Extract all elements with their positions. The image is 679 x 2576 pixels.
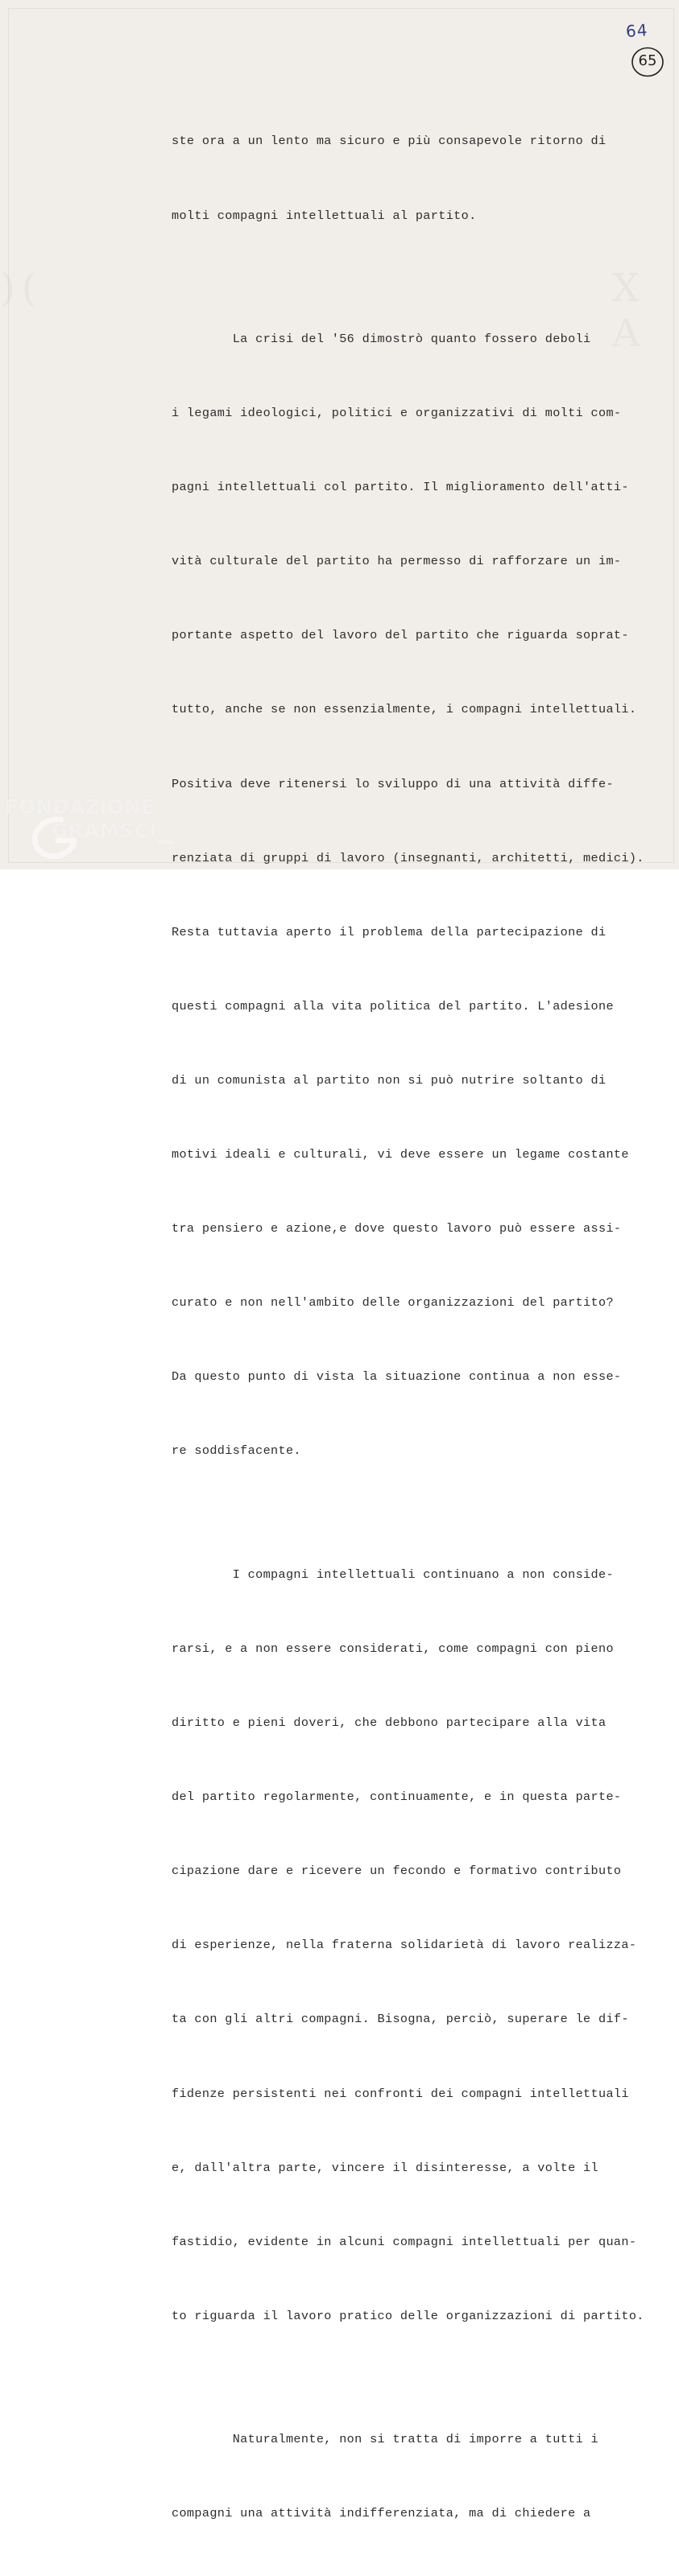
text-line: rarsi, e a non essere considerati, come compagni con pieno: [172, 1641, 614, 1656]
paragraph-1: [172, 80, 675, 278]
text-line: fidenze persistenti nei confronti dei compagni intellettuali: [172, 2086, 629, 2101]
handwritten-page-number: 64: [625, 20, 649, 41]
text-line: cipazione dare e ricevere un fecondo e formativo contributo: [172, 1864, 622, 1879]
text-line: to riguarda il lavoro pratico delle organizzazioni di partito.: [172, 2308, 644, 2323]
watermark-line1: FONDAZIONE: [5, 795, 155, 819]
text-line: I compagni intellettuali continuano a non conside-: [172, 1567, 614, 1582]
text-line: motivi ideali e culturali, vi deve essere un legame costante: [172, 1147, 629, 1162]
text-line: del partito regolarmente, continuamente, e in questa parte-: [172, 1790, 622, 1805]
text-line: pagni intellettuali col partito. Il miglioramento dell'atti-: [172, 480, 629, 495]
text-line: e, dall'altra parte, vincere il disinteresse, a volte il: [172, 2160, 598, 2175]
typescript-body: [172, 80, 675, 2576]
text-line: Da questo punto di vista la situazione continua a non esse-: [172, 1369, 622, 1385]
circled-page-number: [631, 46, 665, 78]
text-line: compagni una attività indifferenziata, ma di chiedere a: [172, 2506, 591, 2521]
text-line: questi compagni alla vita politica del partito. L'adesione: [172, 998, 614, 1013]
paragraph-4: [172, 2378, 675, 2576]
text-line: renziata di gruppi di lavoro (insegnanti, architetti, medici).: [172, 850, 644, 865]
text-line: di esperienze, nella fraterna solidarietà di lavoro realizza-: [172, 1938, 637, 1953]
text-line: tutto, anche se non essenzialmente, i compagni intellettuali.: [172, 702, 637, 717]
text-line: ste ora a un lento ma sicuro e più consapevole ritorno di: [172, 134, 607, 149]
text-line: ta con gli altri compagni. Bisogna, perciò, superare le dif-: [172, 2012, 629, 2027]
watermark-logo: [5, 795, 190, 868]
text-line: diritto e pieni doveri, che debbono partecipare alla vita: [172, 1715, 607, 1731]
text-line: i legami ideologici, politici e organizzativi di molti com-: [172, 406, 622, 421]
paragraph-3: [172, 1513, 675, 2378]
text-line: re soddisfacente.: [172, 1443, 301, 1459]
text-line: curato e non nell'ambito delle organizzazioni del partito?: [172, 1295, 614, 1311]
text-line: portante aspetto del lavoro del partito che riguarda soprat-: [172, 628, 629, 643]
text-line: molti compagni intellettuali al partito.: [172, 208, 477, 223]
watermark-line2: GRAMSCI: [52, 819, 158, 842]
text-line: La crisi del '56 dimostrò quanto fossero deboli: [172, 332, 591, 346]
text-line: Positiva deve ritenersi lo sviluppo di una attività diffe-: [172, 776, 614, 791]
text-line: di un comunista al partito non si può nutrire soltanto di: [172, 1072, 607, 1088]
text-line: vità culturale del partito ha permesso di rafforzare un im-: [172, 554, 622, 569]
bleed-through-left: [0, 266, 43, 311]
text-line: tra pensiero e azione,e dove questo lavoro può essere assi-: [172, 1221, 622, 1236]
paragraph-2: [172, 278, 675, 1513]
watermark-suffix: onlus: [158, 839, 173, 845]
circled-page-number-text: 65: [638, 52, 657, 69]
text-line: Naturalmente, non si tratta di imporre a tutti i: [172, 2432, 598, 2447]
text-line: Resta tuttavia aperto il problema della partecipazione di: [172, 924, 607, 939]
text-line: fastidio, evidente in alcuni compagni intellettuali per quan-: [172, 2234, 637, 2249]
